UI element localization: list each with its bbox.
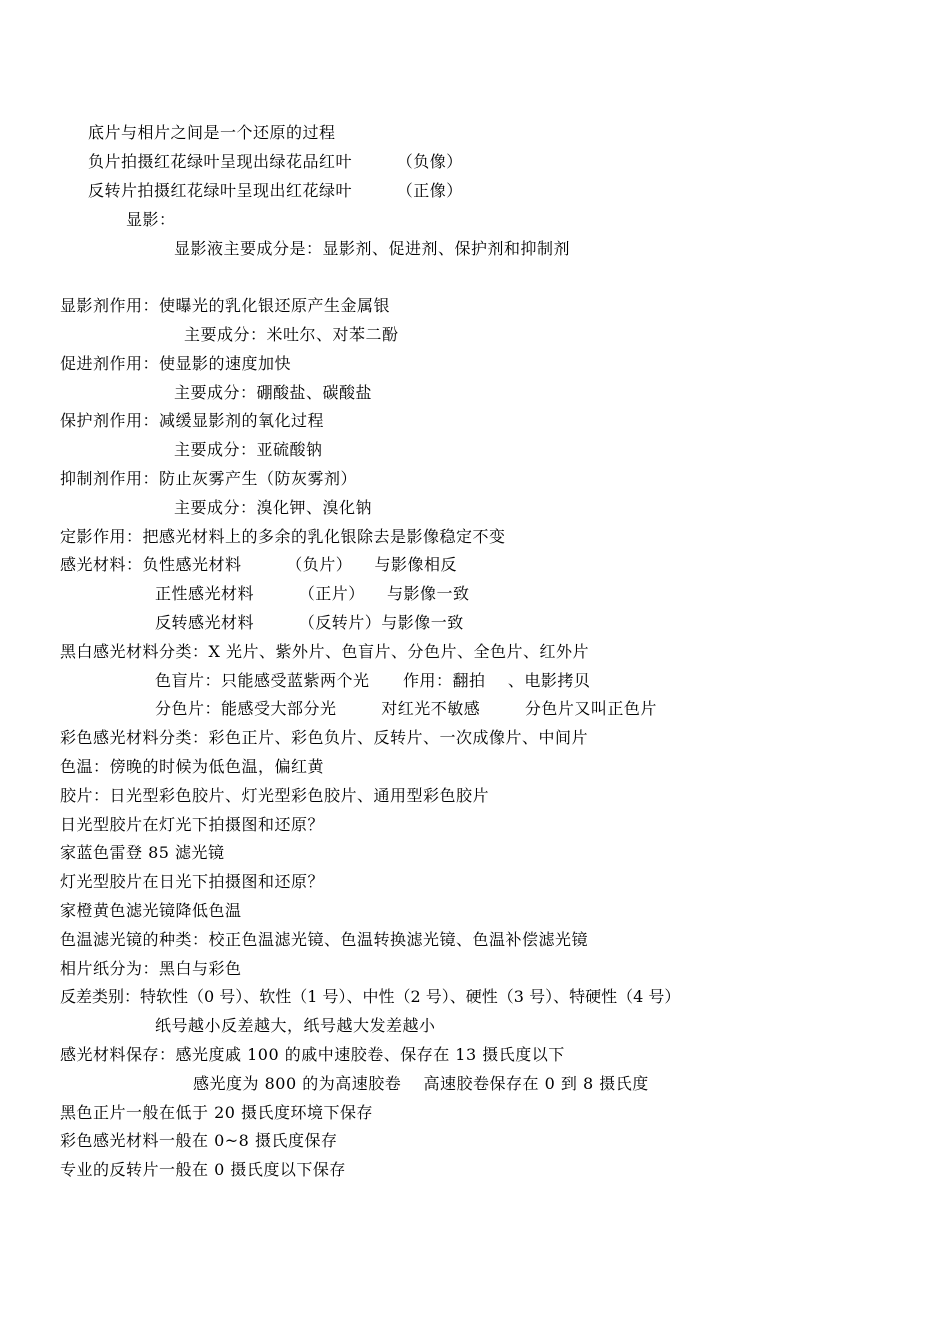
text-line: 促进剂作用：使显影的速度加快 — [60, 354, 292, 373]
text-line: 纸号越小反差越大，纸号越大发差越小 — [155, 1016, 436, 1035]
text-line: 主要成分：亚硫酸钠 — [174, 440, 323, 459]
text-line: 主要成分：米吐尔、对苯二酚 — [184, 325, 399, 344]
text-line: 反转感光材料 （反转片）与影像一致 — [155, 613, 464, 632]
text-line: 彩色感光材料分类：彩色正片、彩色负片、反转片、一次成像片、中间片 — [60, 728, 589, 747]
text-line: 底片与相片之间是一个还原的过程 — [88, 123, 336, 142]
text-line: 分色片：能感受大部分光 对红光不敏感 分色片又叫正色片 — [155, 699, 657, 718]
text-line: 保护剂作用：减缓显影剂的氧化过程 — [60, 411, 325, 430]
text-line: 色温：傍晚的时候为低色温，偏红黄 — [60, 757, 325, 776]
text-line: 正性感光材料 （正片） 与影像一致 — [155, 584, 470, 603]
text-line: 胶片：日光型彩色胶片、灯光型彩色胶片、通用型彩色胶片 — [60, 786, 490, 805]
text-line: 主要成分：溴化钾、溴化钠 — [174, 498, 373, 517]
text-line: 负片拍摄红花绿叶呈现出绿花品红叶 （负像） — [88, 152, 463, 171]
text-line: 相片纸分为：黑白与彩色 — [60, 959, 242, 978]
text-line: 色温滤光镜的种类：校正色温滤光镜、色温转换滤光镜、色温补偿滤光镜 — [60, 930, 589, 949]
text-line: 感光度为 800 的为高速胶卷 高速胶卷保存在 0 到 8 摄氏度 — [193, 1074, 649, 1093]
text-line: 显影液主要成分是：显影剂、促进剂、保护剂和抑制剂 — [174, 239, 571, 258]
text-line: 黑白感光材料分类：X 光片、紫外片、色盲片、分色片、全色片、红外片 — [60, 642, 589, 661]
text-line: 黑色正片一般在低于 20 摄氏度环境下保存 — [60, 1103, 374, 1122]
text-line: 感光材料：负性感光材料 （负片） 与影像相反 — [60, 555, 458, 574]
text-line: 家橙黄色滤光镜降低色温 — [60, 901, 242, 920]
text-line: 显影剂作用：使曝光的乳化银还原产生金属银 — [60, 296, 391, 315]
text-line: 反转片拍摄红花绿叶呈现出红花绿叶 （正像） — [88, 181, 463, 200]
text-line: 抑制剂作用：防止灰雾产生（防灰雾剂） — [60, 469, 358, 488]
text-line: 灯光型胶片在日光下拍摄图和还原？ — [60, 872, 325, 891]
text-line: 色盲片：只能感受蓝紫两个光 作用：翻拍 、电影拷贝 — [155, 671, 591, 690]
text-line: 主要成分：硼酸盐、碳酸盐 — [174, 383, 373, 402]
text-line: 定影作用：把感光材料上的多余的乳化银除去是影像稳定不变 — [60, 527, 506, 546]
text-line: 显影： — [126, 210, 176, 229]
text-line: 专业的反转片一般在 0 摄氏度以下保存 — [60, 1160, 346, 1179]
text-line: 彩色感光材料一般在 0~8 摄氏度保存 — [60, 1131, 338, 1150]
text-line: 家蓝色雷登 85 滤光镜 — [60, 843, 225, 862]
text-line: 日光型胶片在灯光下拍摄图和还原？ — [60, 815, 325, 834]
text-line: 反差类别：特软性（0 号）、软性（1 号）、中性（2 号）、硬性（3 号）、特硬性（4 号） — [60, 987, 681, 1006]
text-line: 感光材料保存：感光度戚 100 的戚中速胶卷、保存在 13 摄氏度以下 — [60, 1045, 565, 1064]
